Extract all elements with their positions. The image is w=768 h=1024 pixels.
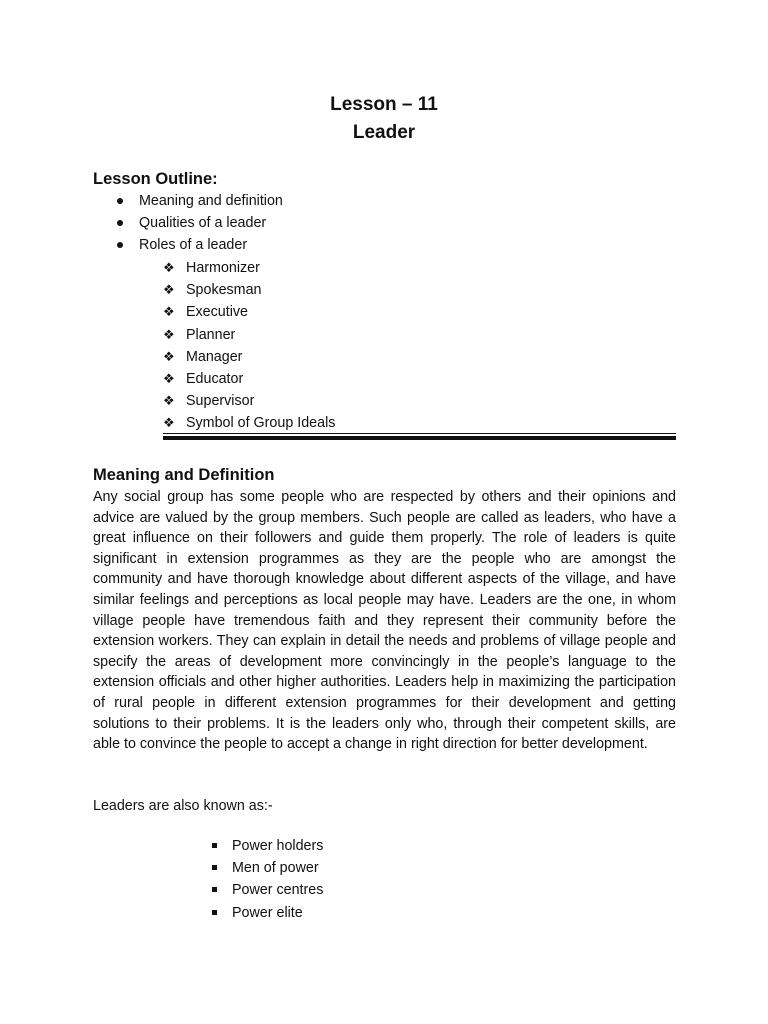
role-label: Spokesman: [186, 282, 262, 299]
role-label: Symbol of Group Ideals: [186, 415, 336, 432]
role-item: [163, 390, 335, 412]
role-item: [163, 368, 335, 390]
known-as-item: [232, 902, 323, 924]
square-bullet-icon: [212, 910, 217, 915]
known-as-label: Men of power: [232, 860, 319, 877]
known-as-intro: Leaders are also known as:-: [93, 798, 273, 814]
divider-thin: [163, 433, 676, 434]
diamond-bullet-icon: ❖: [163, 371, 175, 387]
role-label: Supervisor: [186, 393, 255, 410]
lesson-topic-title: Leader: [352, 122, 416, 143]
known-as-list: [232, 835, 323, 924]
square-bullet-icon: [212, 865, 217, 870]
known-as-label: Power elite: [232, 904, 303, 921]
diamond-bullet-icon: ❖: [163, 260, 175, 275]
diamond-bullet-icon: ❖: [163, 282, 175, 298]
diamond-bullet-icon: ❖: [163, 326, 175, 342]
meaning-definition-heading: Meaning and Definition: [93, 466, 275, 484]
known-as-label: Power holders: [232, 838, 324, 854]
role-item: [163, 257, 335, 279]
diamond-bullet-icon: ❖: [163, 393, 175, 409]
outline-list: [139, 190, 283, 257]
meaning-paragraph: Any social group has some people who are respected by others and their opinions and advice are valued by the group members. Such people are called as leaders, who have a great influence on their followers and guide them properly. The role of leaders is quite significant in extension programmes as they are the people who are amongst the community and have thorough knowledge about different aspects of the village, and have similar feelings and perceptions as local people may have. Leaders are the one, in whom village people have tremendous faith and they represent their community before the extension workers. They can explain in detail the needs and problems of village people and specify the areas of development more convincingly in the people’s language to the extension officials and other higher authorities. Leaders help in maximizing the participation of rural people in different extension programmes for their development and getting solutions to their problems. It is the leaders only who, through their competent skills, are able to convince the people to accept a change in right direction for better development.: [93, 489, 676, 753]
role-label: Educator: [186, 371, 244, 388]
role-item: [163, 301, 335, 323]
known-as-item: [232, 835, 323, 857]
role-item: [163, 346, 335, 368]
divider-thick: [163, 436, 676, 440]
role-label: Manager: [186, 348, 243, 365]
square-bullet-icon: [212, 843, 217, 848]
known-as-item: [232, 857, 323, 879]
square-bullet-icon: [212, 887, 217, 892]
known-as-label: Power centres: [232, 882, 324, 899]
outline-item-meaning: Meaning and definition: [139, 190, 283, 212]
role-item: [163, 324, 335, 346]
lesson-outline-heading: Lesson Outline:: [93, 170, 218, 188]
diamond-bullet-icon: ❖: [163, 304, 175, 320]
role-label: Harmonizer: [186, 260, 260, 276]
role-item: [163, 412, 336, 434]
outline-item-roles: Roles of a leader: [139, 234, 283, 256]
diamond-bullet-icon: ❖: [163, 415, 175, 431]
diamond-bullet-icon: ❖: [163, 348, 175, 364]
known-as-item: [232, 879, 323, 901]
role-item: [163, 279, 335, 301]
outline-item-qualities: Qualities of a leader: [139, 212, 283, 234]
role-label: Planner: [186, 326, 236, 343]
lesson-number-title: Lesson – 11: [330, 94, 438, 115]
roles-list: [163, 257, 336, 435]
role-label: Executive: [186, 304, 248, 321]
